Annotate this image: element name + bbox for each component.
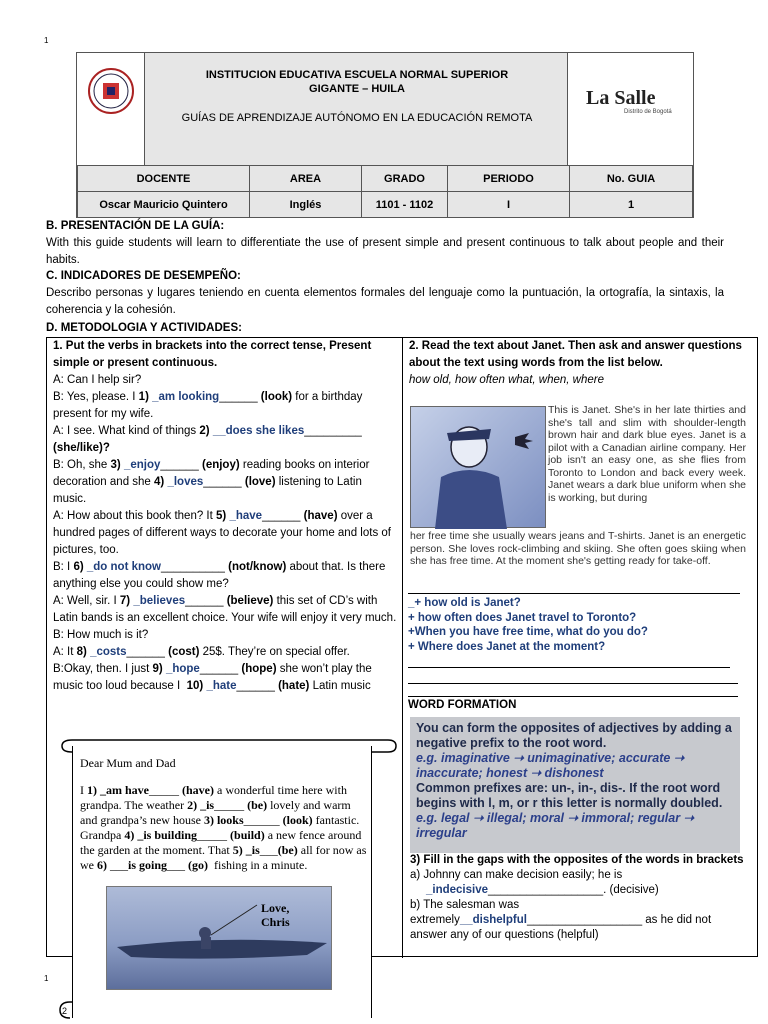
value-grado: 1101 - 1102 — [362, 192, 448, 218]
header-area: AREA — [250, 166, 362, 192]
item-a-tail: __________________. (decisive) — [488, 884, 659, 896]
institution-name-line1: INSTITUCION EDUCATIVA ESCUELA NORMAL SUPERIOR — [205, 69, 509, 81]
janet-text-part1: This is Janet. She's in her late thirties and she's tall and slim with shoulder-length brown hair and dark blue eyes. Janet is a pilot with a Canadian airline company. Her job isn't an easy one, as she flies from Toronto to London and back every week. Janet wears a dark blue uniform when she is working, but during — [548, 404, 746, 504]
section-b — [46, 218, 724, 269]
word-list: how old, how often what, when, where — [409, 374, 604, 386]
exercise-3 — [410, 853, 750, 943]
value-no-guia: 1 — [570, 192, 693, 218]
rule-line-2: Common prefixes are: un-, in-, dis-. If the root word begins with l, m, or r this letter is normally doubled. — [416, 781, 723, 810]
answer-line — [408, 696, 738, 697]
exercise-2-title: 2. Read the text about Janet. Then ask and answer questions about the text using words from the list below. — [409, 340, 742, 369]
letter-greeting: Dear Mum and Dad — [80, 756, 176, 770]
header-center — [145, 53, 569, 165]
section-c-text: Describo personas y lugares teniendo en cuenta elementos formales del lenguaje como la puntuación, la ortografía, la sintaxis, la coherencia y la cohesión. — [46, 287, 724, 316]
dialogue: A: Can I help sir? B: Yes, please. I 1) _am looking______ (look) for a birthday present for my wife. A: I see. What kind of things 2) __does she likes_________ (she/like)? B: Oh, she 3) _enjoy______ (enjoy) reading books on interior decoration and she 4) _loves______ (love) listening to Latin music. A: How about this book then? It 5) _have______ (have) over a hundred pages of different ways to decorate your home and lots of pictures, too. B: I 6) _do not know__________ (not/know) about that. Is there anything else you could show me? A: Well, sir. I 7) _believes______ (believe) this set of CD’s with Latin bands is an excellent choice. Your wife will enjoy it very much. B: How much is it? A: It 8) _costs______ (cost) 25$. They’re on special offer. B:Okay, then. I just 9) _hope______ (hope) she won’t play the music too loud because I 10) _hate______ (hate) Latin music — [53, 374, 397, 692]
exercise-1 — [53, 338, 397, 695]
question-2: + how often does Janet travel to Toronto? — [408, 611, 637, 624]
letter-signature: Chris — [261, 915, 290, 929]
item-a — [410, 868, 750, 898]
answer-line — [408, 593, 740, 594]
question-3: +When you have free time, what do you do? — [408, 626, 648, 638]
item-a-text: a) Johnny can make decision easily; he is — [410, 869, 623, 881]
value-periodo: I — [448, 192, 570, 218]
section-d — [46, 320, 724, 337]
la-salle-wordmark: La Salle — [586, 87, 656, 109]
la-salle-logo — [567, 53, 693, 165]
question-4: + Where does Janet at the moment? — [408, 640, 606, 653]
institution-name-line2: GIGANTE – HUILA — [309, 83, 405, 95]
question-1: _+ how old is Janet? — [408, 597, 521, 609]
section-d-title: D. METODOLOGIA Y ACTIVIDADES: — [46, 322, 242, 334]
info-table-value-row — [78, 192, 693, 218]
school-seal-logo — [77, 53, 145, 165]
la-salle-subtitle: Distrito de Bogotá — [624, 109, 672, 115]
answer-line — [408, 683, 738, 684]
letter-signoff: Love, — [261, 901, 290, 915]
item-b-text: b) The salesman was extremely — [410, 899, 520, 926]
column-divider — [402, 338, 403, 958]
section-b-title: B. PRESENTACIÓN DE LA GUÍA: — [46, 220, 225, 232]
exercise-1-title: 1. Put the verbs in brackets into the correct tense, Present simple or present continuous. — [53, 340, 372, 369]
item-b-answer: __dishelpful — [459, 914, 527, 926]
rule-line-1: You can form the opposites of adjectives by adding a negative prefix to the root word. — [416, 721, 732, 750]
section-c — [46, 268, 724, 319]
answer-line — [408, 667, 730, 668]
guide-header — [76, 52, 694, 218]
item-a-answer: _indecisive — [425, 884, 488, 896]
item-b — [410, 898, 750, 943]
word-formation-title: WORD FORMATION — [408, 699, 517, 711]
value-docente: Oscar Mauricio Quintero — [78, 192, 250, 218]
letter-text: Dear Mum and Dad I 1) _am have_____ (have) a wonderful time here with grandpa. The weather 2) _is_____ (be) lovely and warm and grandpa’s new house 3) looks______ (look) fantastic. Grandpa 4) _is building_____ (build) a new fence around the garden at the moment. That 5) _is___(be) all for now as we 6) ___is going___ (go) fishing in a minute. — [80, 756, 370, 873]
page-number-bottom: 1 — [44, 974, 49, 983]
rule-example-2: e.g. legal ➝ illegal; moral ➝ immoral; regular ➝ irregular — [416, 811, 695, 840]
header-no-guia: No. GUIA — [570, 166, 693, 192]
rule-example-1: e.g. imaginative ➝ unimaginative; accurate ➝ inaccurate; honest ➝ dishonest — [416, 751, 685, 780]
exercise-3-title: 3) Fill in the gaps with the opposites of the words in brackets — [410, 854, 744, 866]
item-b-tail: __________________ as he did not answer any of our questions (helpful) — [410, 914, 712, 941]
page-number-top: 1 — [44, 36, 49, 45]
header-docente: DOCENTE — [78, 166, 250, 192]
fishing-photo — [106, 886, 332, 990]
janet-questions — [408, 596, 738, 654]
exercise-2 — [409, 338, 755, 389]
value-area: Inglés — [250, 192, 362, 218]
header-grado: GRADO — [362, 166, 448, 192]
info-table-header-row — [78, 166, 693, 192]
section-b-text: With this guide students will learn to differentiate the use of present simple and present continuous to talk about people and their habits. — [46, 237, 724, 266]
janet-text-part2: her free time she usually wears jeans and T-shirts. Janet is an energetic person. She loves rock-climbing and skiing. She often goes skiing when she has free time. At the moment she's getting ready for take-off. — [410, 530, 746, 567]
janet-pilot-image — [410, 406, 546, 528]
word-formation-rule-box — [410, 717, 740, 853]
section-c-title: C. INDICADORES DE DESEMPEÑO: — [46, 270, 241, 282]
header-periodo: PERIODO — [448, 166, 570, 192]
scroll-number: 2 — [62, 1006, 68, 1016]
info-table — [77, 165, 693, 218]
guide-title: GUÍAS DE APRENDIZAJE AUTÓNOMO EN LA EDUCACIÓN REMOTA — [181, 112, 533, 124]
